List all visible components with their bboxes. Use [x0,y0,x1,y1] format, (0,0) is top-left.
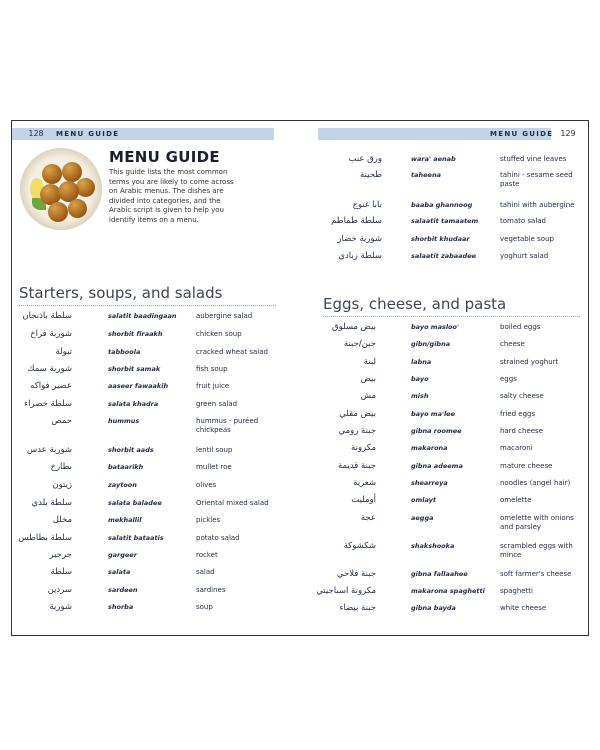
transliteration: wara' aenab [411,155,456,163]
falafel-plate-icon [20,148,102,230]
arabic-term: جبنة رومي [338,426,376,436]
arabic-term: أومليت [351,495,376,505]
transliteration: baaba ghannoog [411,201,473,209]
english-meaning: mature cheese [500,462,553,470]
arabic-term: حمص [51,416,72,426]
transliteration: bayo masloo' [411,323,459,331]
transliteration: taheena [411,171,441,179]
transliteration: mekhallil [108,516,142,524]
transliteration: shearreya [411,479,448,487]
english-meaning: hard cheese [500,427,544,435]
transliteration: tabboola [108,348,141,356]
arabic-term: سلطة زبادي [338,251,382,261]
arabic-term: شوربة سمك [27,364,72,374]
english-meaning: cracked wheat salad [196,348,268,356]
arabic-term: تبولة [55,347,72,357]
english-meaning: cheese [500,340,525,348]
book-spread [11,120,589,636]
english-meaning: salty cheese [500,392,544,400]
english-meaning: white cheese [500,604,547,612]
english-meaning: omelette [500,496,532,504]
arabic-term: مخلل [52,515,72,525]
english-meaning: sardines [196,586,226,594]
english-meaning: soup [196,603,213,611]
arabic-term: شكشوكة [343,541,376,551]
arabic-term: سلطة بطاطس [18,533,72,543]
transliteration: salata [108,568,131,576]
english-meaning: tahini - sesame seed paste [500,171,573,188]
arabic-term: زيتون [52,480,72,490]
english-meaning: strained yoghurt [500,358,559,366]
transliteration: shorbit aads [108,446,154,454]
transliteration: shorbit khudaar [411,235,470,243]
arabic-term: سلطة بلدي [31,498,72,508]
transliteration: shakshooka [411,542,455,550]
arabic-term: جبنة بيضاء [339,603,376,613]
transliteration: makarona [411,444,448,452]
english-meaning: aubergine salad [196,312,253,320]
eggs-divider [323,316,580,317]
arabic-term: عصير فواكه [30,381,72,391]
transliteration: salata khadra [108,400,159,408]
intro-text: This guide lists the most common terms you are likely to come across on Arabic menus. The dishes are divided into categories, and the Arabic script is given to help you identify items on a menu. [109,168,234,224]
transliteration: gibna bayda [411,604,456,612]
transliteration: salaatit tamaatem [411,217,479,225]
page-title: MENU GUIDE [109,148,220,166]
arabic-term: بطارخ [50,462,72,472]
arabic-term: ورق عنب [348,154,382,164]
english-meaning: fried eggs [500,410,536,418]
english-meaning: soft farmer's cheese [500,570,572,578]
falafel-ball-icon [76,178,95,197]
english-meaning: rocket [196,551,218,559]
arabic-term: مكرونة [351,443,376,453]
arabic-term: سلطة باذنجان [22,311,72,321]
arabic-term: جبن/جبنة [343,339,376,349]
transliteration: gargeer [108,551,137,559]
arabic-term: شعرية [353,478,376,488]
arabic-term: شوربة خضار [337,234,382,244]
falafel-ball-icon [68,199,87,218]
english-meaning: green salad [196,400,238,408]
arabic-term: بيض مسلوق [332,322,376,332]
transliteration: gibna fallaahee [411,570,468,578]
transliteration: mish [411,392,429,400]
transliteration: sardeen [108,586,138,594]
arabic-term: بيض مقلي [339,409,376,419]
falafel-ball-icon [42,164,62,184]
english-meaning: noodles (angel hair) [500,479,571,487]
arabic-term: عجة [360,513,376,523]
left-header-bar [12,128,274,140]
english-meaning: vegetable soup [500,235,554,243]
english-meaning: stuffed vine leaves [500,155,567,163]
transliteration: omlayt [411,496,436,504]
left-running-head: MENU GUIDE [56,130,120,138]
english-meaning: potato salad [196,534,240,542]
transliteration: gibna adeema [411,462,463,470]
english-meaning: macaroni [500,444,533,452]
arabic-term: بيض [360,374,376,384]
arabic-term: شوربة عدس [26,445,72,455]
english-meaning: eggs [500,375,517,383]
english-meaning: chicken soup [196,330,242,338]
transliteration: zaytoon [108,481,137,489]
transliteration: hummus [108,417,140,425]
english-meaning: fruit juice [196,382,230,390]
transliteration: gibn/gibna [411,340,451,348]
english-meaning: Oriental mixed salad [196,499,269,507]
english-meaning: tomato salad [500,217,547,225]
arabic-term: جبنة فلاحي [336,569,376,579]
english-meaning: scrambled eggs with mince [500,542,573,559]
transliteration: shorbit samak [108,365,161,373]
arabic-term: مش [360,391,376,401]
english-meaning: salad [196,568,215,576]
english-meaning: lentil soup [196,446,233,454]
arabic-term: شوربة [49,602,72,612]
arabic-term: سلطة طماطم [331,216,382,226]
starters-divider [19,305,276,306]
arabic-term: جبنة قديمة [337,461,376,471]
arabic-term: سردين [47,585,72,595]
transliteration: aaseer fawaakih [108,382,169,390]
arabic-term: طحينة [360,170,382,180]
eggs-section-title: Eggs, cheese, and pasta [323,295,507,313]
arabic-term: بابا غنوج [352,200,382,210]
transliteration: salatit bataatis [108,534,164,542]
arabic-term: مكرونة اسباجيتي [316,586,376,596]
right-page-number: 129 [560,129,576,138]
transliteration: salata baladee [108,499,162,507]
english-meaning: olives [196,481,217,489]
transliteration: shorba [108,603,134,611]
english-meaning: fish soup [196,365,228,373]
starters-section-title: Starters, soups, and salads [19,284,223,302]
arabic-term: سلطة [50,567,72,577]
english-meaning: hummus - puréed chickpeas [196,417,259,434]
transliteration: salaatit zabaadee [411,252,477,260]
english-meaning: mullet roe [196,463,232,471]
transliteration: bayo ma'lee [411,410,455,418]
arabic-term: جرجير [49,550,72,560]
right-running-head: MENU GUIDE [490,130,554,138]
transliteration: salatit baadingaan [108,312,177,320]
english-meaning: omelette with onions and parsley [500,514,574,531]
english-meaning: yoghurt salad [500,252,549,260]
english-meaning: pickles [196,516,221,524]
english-meaning: boiled eggs [500,323,541,331]
arabic-term: شوربة فراخ [30,329,72,339]
transliteration: makarona spaghetti [411,587,485,595]
arabic-term: سلطة خضراء [24,399,72,409]
english-meaning: tahini with aubergine [500,201,575,209]
transliteration: bayo [411,375,429,383]
transliteration: labna [411,358,432,366]
transliteration: gibna roomee [411,427,462,435]
arabic-term: لبنة [363,357,376,367]
transliteration: shorbit firaakh [108,330,163,338]
transliteration: bataarikh [108,463,144,471]
falafel-ball-icon [48,202,68,222]
english-meaning: spaghetti [500,587,534,595]
left-page-number: 128 [28,129,44,138]
transliteration: aegga [411,514,434,522]
